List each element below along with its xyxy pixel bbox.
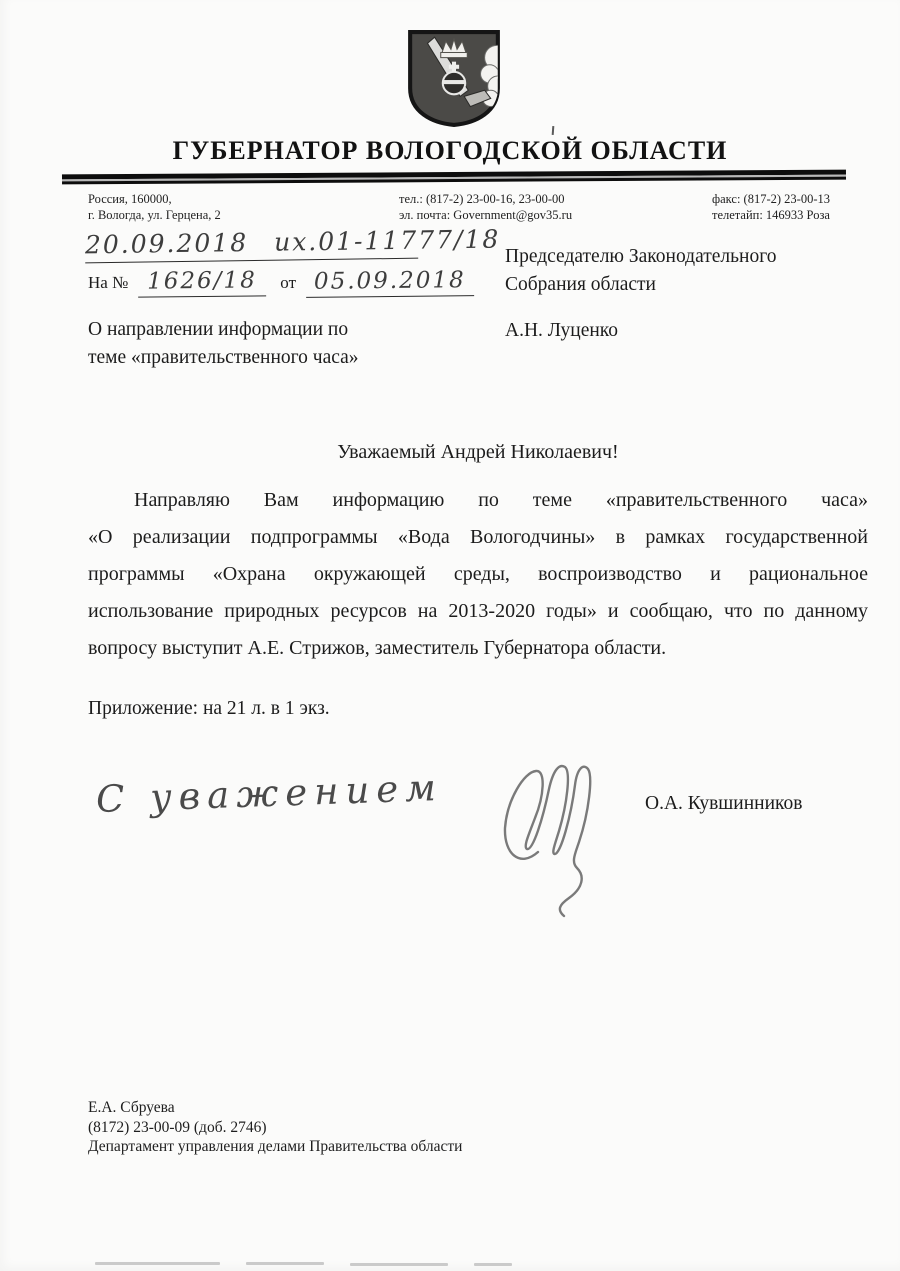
scan-artifact-dashes [95,1262,512,1266]
subject-line-1: О направлении информации по [88,319,349,340]
letterhead-title: ГУБЕРНАТОР ВОЛОГОДСКОЙ ОБЛАСТИ [172,136,728,165]
executor-block [88,1098,462,1157]
reply-number-handwritten: 1626/18 [138,267,266,297]
letterhead-divider [62,170,846,185]
executor-phone: (8172) 23-00-09 (доб. 2746) [88,1118,267,1136]
recipient-block [505,243,776,345]
recipient-name: А.Н. Луценко [505,320,619,341]
body-line: Направляю Вам информацию по теме «правительственного часа» [134,489,868,511]
teletype-line: телетайп: 146933 Роза [712,208,830,222]
vologda-coat-of-arms-icon [403,27,505,129]
letterhead-phone-email [399,191,572,223]
letterhead-fax-teletype [712,191,830,223]
reply-number-label: На № [88,273,129,292]
outgoing-date-handwritten: 20.09.2018 [84,228,249,260]
reply-reference-line [88,268,474,297]
executor-department: Департамент управления делами Правительства области [88,1138,463,1155]
phone-line: тел.: (817-2) 23-00-16, 23-00-00 [399,192,565,206]
address-line-1: Россия, 160000, [88,192,172,206]
email-line: эл. почта: Government@gov35.ru [399,208,573,222]
reply-from-label: от [280,273,297,292]
executor-name: Е.А. Сбруева [88,1099,175,1116]
letterhead-address [88,191,221,223]
body-paragraph [88,482,868,667]
body-line: использование природных ресурсов на 2013-2020 годы» и сообщаю, что по данному [88,600,868,622]
closing-handwritten: С уважением [95,765,444,822]
outgoing-number-handwritten: их.01-11777/18 [273,224,501,257]
signer-name: О.А. Кувшинников [645,793,803,814]
recipient-line-1: Председателю Законодательного [505,246,777,267]
address-line-2: г. Вологда, ул. Герцена, 2 [88,208,221,222]
body-line: «О реализации подпрограммы «Вода Вологодчины» в рамках государственной [88,526,868,548]
reply-date-handwritten: 05.09.2018 [306,267,474,298]
subject-line-2: теме «правительственного часа» [88,346,359,368]
subject-block [88,316,359,371]
fax-line: факс: (817-2) 23-00-13 [712,192,830,206]
attachment-note: Приложение: на 21 л. в 1 экз. [88,698,330,719]
signature-scribble [498,756,610,918]
recipient-line-2: Собрания области [505,273,656,295]
salutation: Уважаемый Андрей Николаевич! [337,441,619,463]
body-line: программы «Охрана окружающей среды, воспроизводство и рациональное [88,563,868,585]
outgoing-number-line [84,224,501,264]
body-line: вопросу выступит А.Е. Стрижов, заместитель Губернатора области. [88,637,667,659]
scan-artifact-tick [552,126,555,135]
